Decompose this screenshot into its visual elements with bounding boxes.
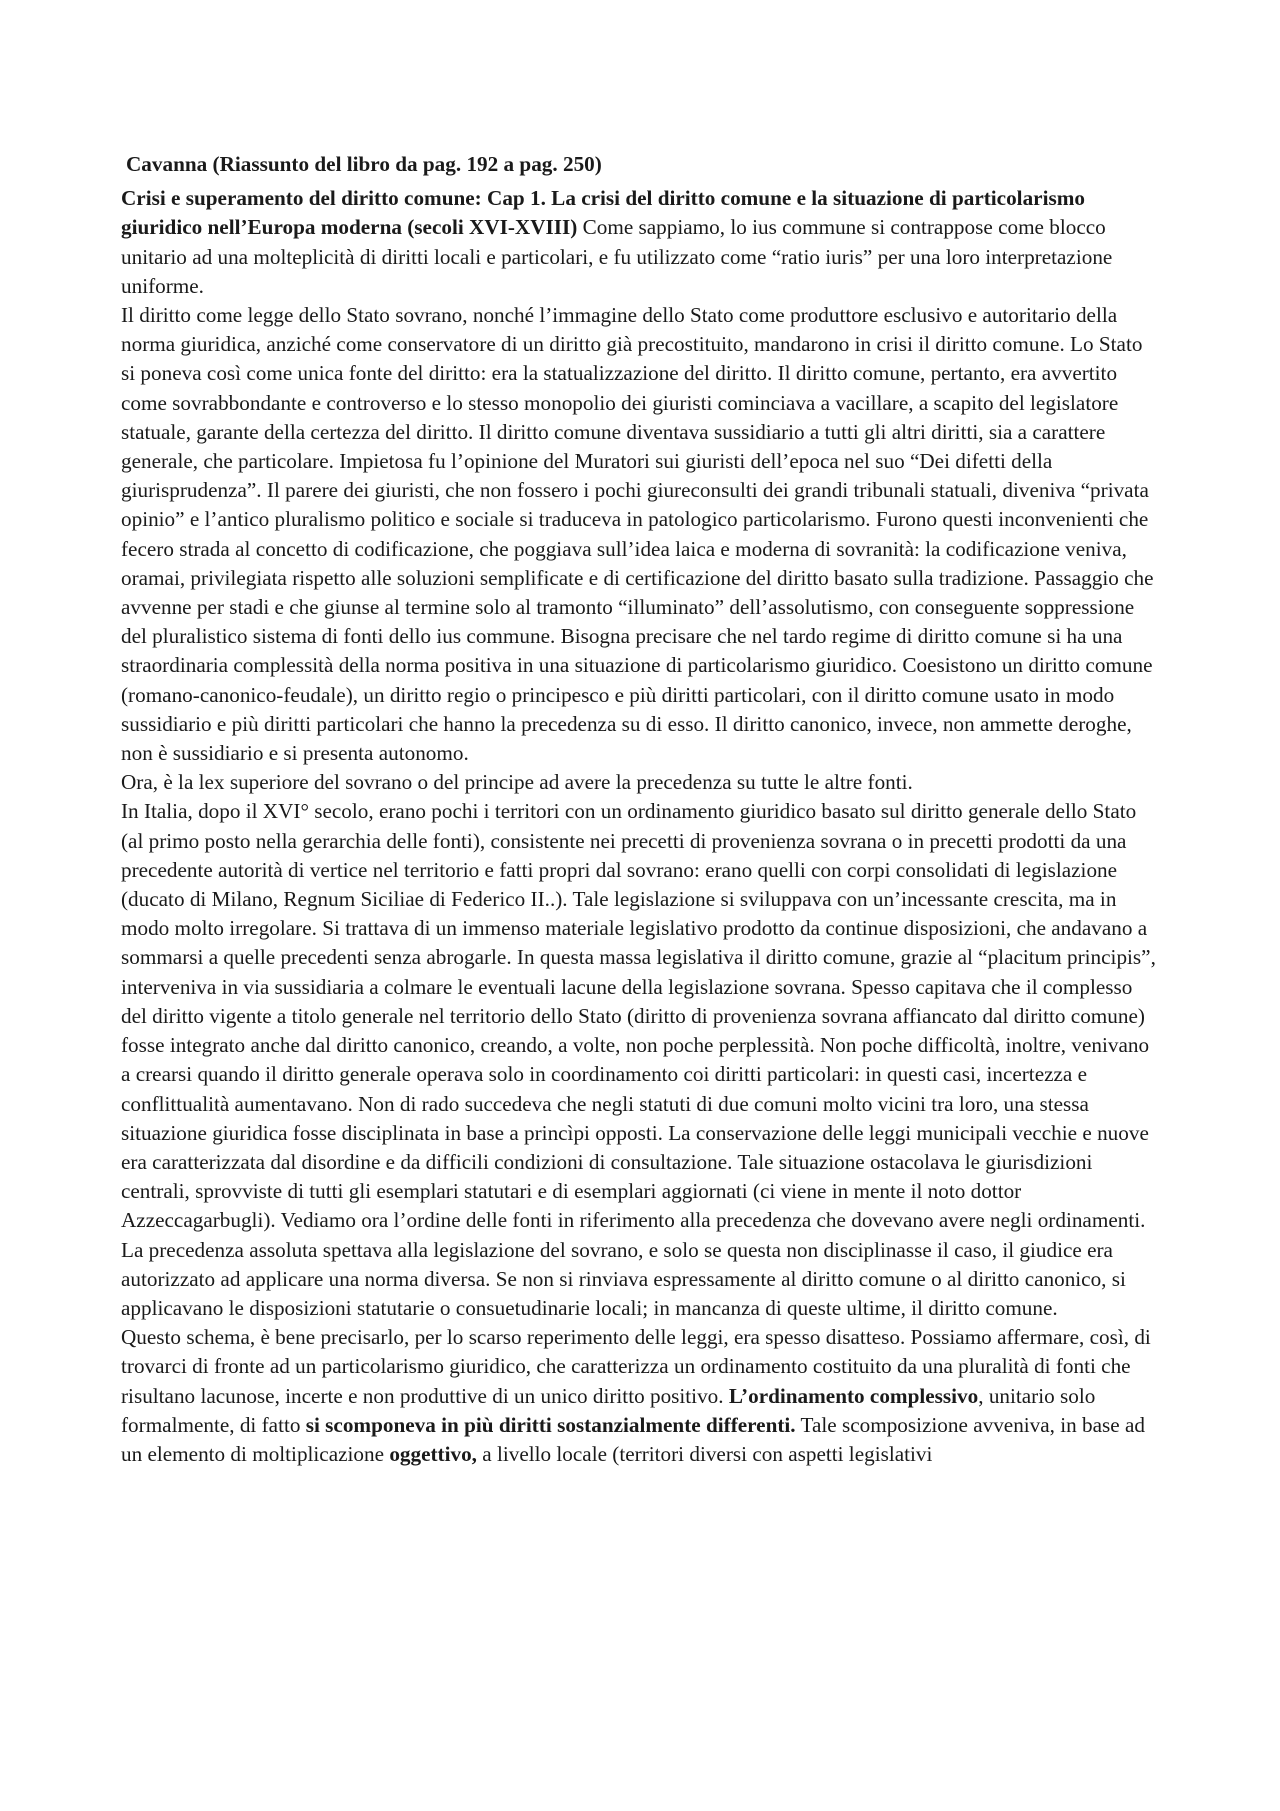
paragraph-4-text-e: a livello locale (territori diversi con aspetti legislativi (476, 1441, 933, 1466)
bold-oggettivo: oggettivo, (389, 1441, 477, 1466)
document-page (121, 150, 1161, 1469)
paragraph-4-text-a: Questo schema, è bene precisarlo, per lo scarso reperimento delle leggi, era spesso disatteso. Possiamo affermare, così, di trovarci di fronte ad un particolarismo giuridico, che caratterizza un ordinamento costituito da una pluralità di fonti che risultano lacunose, incerte e non produttive di un unico diritto positivo. (121, 1325, 1151, 1408)
paragraph-4-text-c: , unitario solo formalmente, di fatto (121, 1383, 1096, 1437)
bold-ordinamento-complessivo: L’ordinamento complessivo (728, 1383, 979, 1408)
chapter-intro-paragraph (121, 184, 1161, 301)
bold-si-scomponeva: si scomponeva in più diritti sostanzialmente differenti. (305, 1412, 796, 1437)
document-title: Cavanna (Riassunto del libro da pag. 192 a pag. 250) (126, 152, 602, 176)
paragraph-2: Ora, è la lex superiore del sovrano o del principe ad avere la precedenza su tutte le altre fonti. (121, 770, 913, 795)
chapter-heading: Crisi e superamento del diritto comune: Cap 1. La crisi del diritto comune e la situazione di particolarismo giuridico nell’Europa moderna (secoli XVI-XVIII) (121, 186, 1085, 240)
paragraph-4 (121, 1323, 1161, 1469)
paragraph-3: In Italia, dopo il XVI° secolo, erano pochi i territori con un ordinamento giuridico basato sul diritto generale dello Stato (al primo posto nella gerarchia delle fonti), consistente nei precetti di provenienza sovrana o in precetti prodotti da una precedente autorità di vertice nel territorio e fatti propri dal sovrano: erano quelli con corpi consolidati di legislazione (ducato di Milano, Regnum Siciliae di Federico II..). Tale legislazione si sviluppava con un’incessante crescita, ma in modo molto irregolare. Si trattava di un immenso materiale legislativo prodotto da continue disposizioni, che andavano a sommarsi a quelle precedenti senza abrogarle. In questa massa legislativa il diritto comune, grazie al “placitum principis”, interveniva in via sussidiaria a colmare le eventuali lacune della legislazione sovrana. Spesso capitava che il complesso del diritto vigente a titolo generale nel territorio dello Stato (diritto di provenienza sovrana affiancato dal diritto comune) fosse integrato anche dal diritto canonico, creando, a volte, non poche perplessità. Non poche difficoltà, inoltre, venivano a crearsi quando il diritto generale operava solo in coordinamento coi diritti particolari: in questi casi, incertezza e conflittualità aumentavano. Non di rado succedeva che negli statuti di due comuni molto vicini tra loro, una stessa situazione giuridica fosse disciplinata in base a princìpi opposti. La conservazione delle leggi municipali vecchie e nuove era caratterizzata dal disordine e da difficili condizioni di consultazione. Tale situazione ostacolava le giurisdizioni centrali, sprovviste di tutti gli esemplari statutari e di esemplari aggiornati (ci viene in mente il noto dottor Azzeccagarbugli). Vediamo ora l’ordine delle fonti in riferimento alla precedenza che dovevano avere negli ordinamenti. La precedenza assoluta spettava alla legislazione del sovrano, e solo se questa non disciplinasse il caso, il giudice era autorizzato ad applicare una norma diversa. Se non si rinviava espressamente al diritto comune o al diritto canonico, si applicavano le disposizioni statutarie o consuetudinarie locali; in mancanza di queste ultime, il diritto comune. (121, 799, 1156, 1320)
intro-text: Come sappiamo, lo ius commune si contrappose come blocco unitario ad una molteplicità di diritti locali e particolari, e fu utilizzato come “ratio iuris” per una loro interpretazione uniforme. (121, 215, 1113, 298)
paragraph-1: Il diritto come legge dello Stato sovrano, nonché l’immagine dello Stato come produttore esclusivo e autoritario della norma giuridica, anziché come conservatore di un diritto già precostituito, mandarono in crisi il diritto comune. Lo Stato si poneva così come unica fonte del diritto: era la statualizzazione del diritto. Il diritto comune, pertanto, era avvertito come sovrabbondante e controverso e lo stesso monopolio dei giuristi cominciava a vacillare, a scapito del legislatore statuale, garante della certezza del diritto. Il diritto comune diventava sussidiario a tutti gli altri diritti, sia a carattere generale, che particolare. Impietosa fu l’opinione del Muratori sui giuristi dell’epoca nel suo “Dei difetti della giurisprudenza”. Il parere dei giuristi, che non fossero i pochi giureconsulti dei grandi tribunali statuali, diveniva “privata opinio” e l’antico pluralismo politico e sociale si traduceva in patologico particolarismo. Furono questi inconvenienti che fecero strada al concetto di codificazione, che poggiava sull’idea laica e moderna di sovranità: la codificazione veniva, oramai, privilegiata rispetto alle soluzioni semplificate e di certificazione del diritto basato sulla tradizione. Passaggio che avvenne per stadi e che giunse al termine solo al tramonto “illuminato” dell’assolutismo, con conseguente soppressione del pluralistico sistema di fonti dello ius commune. Bisogna precisare che nel tardo regime di diritto comune si ha una straordinaria complessità della norma positiva in una situazione di particolarismo giuridico. Coesistono un diritto comune (romano-canonico-feudale), un diritto regio o principesco e più diritti particolari, con il diritto comune usato in modo sussidiario e più diritti particolari che hanno la precedenza su di esso. Il diritto canonico, invece, non ammette deroghe, non è sussidiario e si presenta autonomo. (121, 303, 1154, 766)
paragraph-4-text-d: Tale scomposizione avveniva, in base ad un elemento di moltiplicazione (121, 1412, 1145, 1466)
